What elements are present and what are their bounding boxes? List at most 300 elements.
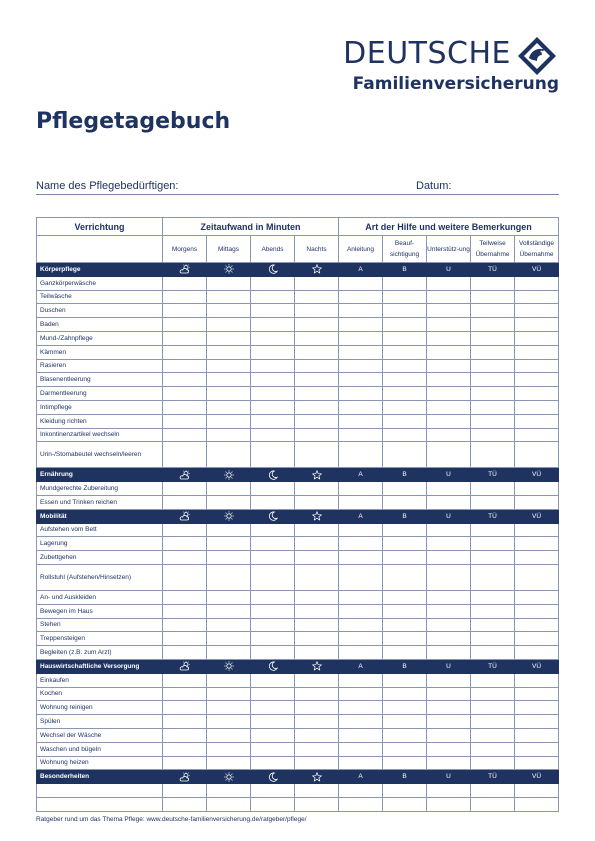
entry-cell[interactable] <box>295 428 339 442</box>
entry-cell[interactable] <box>339 331 383 345</box>
entry-cell[interactable] <box>207 414 251 428</box>
entry-cell[interactable] <box>251 428 295 442</box>
entry-cell[interactable] <box>251 742 295 756</box>
entry-cell[interactable] <box>339 276 383 290</box>
entry-cell[interactable] <box>251 687 295 701</box>
entry-cell[interactable] <box>163 304 207 318</box>
entry-cell[interactable] <box>471 784 515 798</box>
entry-cell[interactable] <box>339 564 383 590</box>
entry-cell[interactable] <box>339 551 383 565</box>
entry-cell[interactable] <box>251 756 295 770</box>
entry-cell[interactable] <box>427 673 471 687</box>
entry-cell[interactable] <box>207 359 251 373</box>
entry-cell[interactable] <box>471 687 515 701</box>
entry-cell[interactable] <box>251 784 295 798</box>
entry-cell[interactable] <box>339 290 383 304</box>
entry-cell[interactable] <box>251 442 295 468</box>
entry-cell[interactable] <box>163 632 207 646</box>
entry-cell[interactable] <box>163 537 207 551</box>
entry-cell[interactable] <box>471 318 515 332</box>
entry-cell[interactable] <box>295 646 339 660</box>
entry-cell[interactable] <box>471 345 515 359</box>
entry-cell[interactable] <box>295 345 339 359</box>
entry-cell[interactable] <box>163 742 207 756</box>
entry-cell[interactable] <box>295 331 339 345</box>
entry-cell[interactable] <box>251 331 295 345</box>
entry-cell[interactable] <box>163 387 207 401</box>
entry-cell[interactable] <box>471 742 515 756</box>
entry-cell[interactable] <box>383 742 427 756</box>
entry-cell[interactable] <box>515 290 559 304</box>
entry-cell[interactable] <box>471 715 515 729</box>
entry-cell[interactable] <box>339 345 383 359</box>
entry-cell[interactable] <box>383 715 427 729</box>
entry-cell[interactable] <box>515 537 559 551</box>
entry-cell[interactable] <box>339 482 383 496</box>
entry-cell[interactable] <box>471 290 515 304</box>
entry-cell[interactable] <box>427 400 471 414</box>
entry-cell[interactable] <box>427 442 471 468</box>
entry-cell[interactable] <box>515 701 559 715</box>
entry-cell[interactable] <box>427 728 471 742</box>
entry-cell[interactable] <box>515 784 559 798</box>
entry-cell[interactable] <box>295 482 339 496</box>
entry-cell[interactable] <box>251 276 295 290</box>
entry-cell[interactable] <box>207 428 251 442</box>
entry-cell[interactable] <box>515 304 559 318</box>
entry-cell[interactable] <box>383 701 427 715</box>
entry-cell[interactable] <box>471 523 515 537</box>
entry-cell[interactable] <box>339 523 383 537</box>
entry-cell[interactable] <box>339 715 383 729</box>
entry-cell[interactable] <box>427 756 471 770</box>
entry-cell[interactable] <box>251 523 295 537</box>
entry-cell[interactable] <box>515 604 559 618</box>
entry-cell[interactable] <box>427 523 471 537</box>
entry-cell[interactable] <box>339 373 383 387</box>
entry-cell[interactable] <box>251 318 295 332</box>
entry-cell[interactable] <box>427 304 471 318</box>
entry-cell[interactable] <box>427 276 471 290</box>
entry-cell[interactable] <box>163 428 207 442</box>
entry-cell[interactable] <box>427 564 471 590</box>
entry-cell[interactable] <box>339 742 383 756</box>
entry-cell[interactable] <box>339 756 383 770</box>
entry-cell[interactable] <box>163 400 207 414</box>
entry-cell[interactable] <box>163 715 207 729</box>
entry-cell[interactable] <box>163 290 207 304</box>
entry-cell[interactable] <box>427 331 471 345</box>
entry-cell[interactable] <box>207 797 251 811</box>
entry-cell[interactable] <box>163 797 207 811</box>
entry-cell[interactable] <box>339 728 383 742</box>
entry-cell[interactable] <box>471 673 515 687</box>
entry-cell[interactable] <box>339 632 383 646</box>
entry-cell[interactable] <box>295 537 339 551</box>
entry-cell[interactable] <box>471 646 515 660</box>
entry-cell[interactable] <box>163 414 207 428</box>
entry-cell[interactable] <box>295 604 339 618</box>
entry-cell[interactable] <box>339 797 383 811</box>
entry-cell[interactable] <box>515 276 559 290</box>
entry-cell[interactable] <box>207 276 251 290</box>
entry-cell[interactable] <box>207 673 251 687</box>
entry-cell[interactable] <box>163 604 207 618</box>
entry-cell[interactable] <box>207 564 251 590</box>
entry-cell[interactable] <box>515 742 559 756</box>
entry-cell[interactable] <box>427 290 471 304</box>
entry-cell[interactable] <box>295 618 339 632</box>
entry-cell[interactable] <box>427 784 471 798</box>
entry-cell[interactable] <box>427 345 471 359</box>
entry-cell[interactable] <box>383 604 427 618</box>
entry-cell[interactable] <box>295 673 339 687</box>
entry-cell[interactable] <box>163 646 207 660</box>
entry-cell[interactable] <box>207 701 251 715</box>
entry-cell[interactable] <box>207 646 251 660</box>
entry-cell[interactable] <box>515 756 559 770</box>
entry-cell[interactable] <box>427 797 471 811</box>
entry-cell[interactable] <box>427 687 471 701</box>
entry-cell[interactable] <box>383 673 427 687</box>
entry-cell[interactable] <box>207 523 251 537</box>
entry-cell[interactable] <box>383 551 427 565</box>
entry-cell[interactable] <box>207 742 251 756</box>
entry-cell[interactable] <box>163 523 207 537</box>
entry-cell[interactable] <box>251 359 295 373</box>
entry-cell[interactable] <box>207 482 251 496</box>
entry-cell[interactable] <box>207 756 251 770</box>
entry-cell[interactable] <box>207 345 251 359</box>
entry-cell[interactable] <box>427 590 471 604</box>
entry-cell[interactable] <box>383 687 427 701</box>
entry-cell[interactable] <box>515 359 559 373</box>
entry-cell[interactable] <box>427 604 471 618</box>
entry-cell[interactable] <box>383 797 427 811</box>
entry-cell[interactable] <box>427 373 471 387</box>
entry-cell[interactable] <box>295 276 339 290</box>
entry-cell[interactable] <box>251 304 295 318</box>
entry-cell[interactable] <box>383 646 427 660</box>
entry-cell[interactable] <box>383 373 427 387</box>
entry-cell[interactable] <box>515 590 559 604</box>
entry-cell[interactable] <box>427 414 471 428</box>
entry-cell[interactable] <box>207 304 251 318</box>
entry-cell[interactable] <box>427 701 471 715</box>
entry-cell[interactable] <box>471 756 515 770</box>
entry-cell[interactable] <box>251 715 295 729</box>
entry-cell[interactable] <box>471 442 515 468</box>
entry-cell[interactable] <box>207 618 251 632</box>
entry-cell[interactable] <box>251 551 295 565</box>
entry-cell[interactable] <box>295 442 339 468</box>
entry-cell[interactable] <box>427 551 471 565</box>
entry-cell[interactable] <box>207 290 251 304</box>
entry-cell[interactable] <box>515 482 559 496</box>
entry-cell[interactable] <box>471 797 515 811</box>
entry-cell[interactable] <box>207 784 251 798</box>
entry-cell[interactable] <box>471 604 515 618</box>
entry-cell[interactable] <box>339 687 383 701</box>
entry-cell[interactable] <box>251 632 295 646</box>
entry-cell[interactable] <box>295 304 339 318</box>
entry-cell[interactable] <box>339 604 383 618</box>
entry-cell[interactable] <box>295 742 339 756</box>
entry-cell[interactable] <box>295 318 339 332</box>
entry-cell[interactable] <box>163 728 207 742</box>
entry-cell[interactable] <box>207 728 251 742</box>
entry-cell[interactable] <box>295 632 339 646</box>
entry-cell[interactable] <box>383 590 427 604</box>
entry-cell[interactable] <box>295 797 339 811</box>
entry-cell[interactable] <box>163 276 207 290</box>
entry-cell[interactable] <box>515 318 559 332</box>
entry-cell[interactable] <box>471 482 515 496</box>
entry-cell[interactable] <box>515 646 559 660</box>
entry-cell[interactable] <box>339 784 383 798</box>
entry-cell[interactable] <box>515 715 559 729</box>
entry-cell[interactable] <box>383 632 427 646</box>
entry-cell[interactable] <box>471 564 515 590</box>
entry-cell[interactable] <box>515 373 559 387</box>
entry-cell[interactable] <box>427 715 471 729</box>
entry-cell[interactable] <box>515 442 559 468</box>
entry-cell[interactable] <box>515 523 559 537</box>
entry-cell[interactable] <box>295 387 339 401</box>
entry-cell[interactable] <box>295 400 339 414</box>
entry-cell[interactable] <box>163 345 207 359</box>
entry-cell[interactable] <box>427 359 471 373</box>
entry-cell[interactable] <box>427 495 471 509</box>
entry-cell[interactable] <box>207 604 251 618</box>
entry-cell[interactable] <box>339 387 383 401</box>
entry-cell[interactable] <box>339 359 383 373</box>
entry-cell[interactable] <box>471 428 515 442</box>
entry-cell[interactable] <box>515 564 559 590</box>
entry-cell[interactable] <box>383 618 427 632</box>
entry-cell[interactable] <box>207 537 251 551</box>
entry-cell[interactable] <box>251 345 295 359</box>
entry-cell[interactable] <box>251 373 295 387</box>
entry-cell[interactable] <box>471 304 515 318</box>
entry-cell[interactable] <box>427 387 471 401</box>
entry-cell[interactable] <box>471 331 515 345</box>
entry-cell[interactable] <box>163 482 207 496</box>
entry-cell[interactable] <box>427 537 471 551</box>
entry-cell[interactable] <box>251 728 295 742</box>
entry-cell[interactable] <box>471 373 515 387</box>
entry-cell[interactable] <box>471 632 515 646</box>
entry-cell[interactable] <box>251 590 295 604</box>
entry-cell[interactable] <box>295 687 339 701</box>
entry-cell[interactable] <box>295 564 339 590</box>
entry-cell[interactable] <box>383 359 427 373</box>
entry-cell[interactable] <box>207 400 251 414</box>
entry-cell[interactable] <box>339 428 383 442</box>
entry-cell[interactable] <box>339 400 383 414</box>
entry-cell[interactable] <box>207 331 251 345</box>
entry-cell[interactable] <box>207 442 251 468</box>
entry-cell[interactable] <box>295 373 339 387</box>
entry-cell[interactable] <box>383 400 427 414</box>
entry-cell[interactable] <box>515 345 559 359</box>
entry-cell[interactable] <box>339 646 383 660</box>
entry-cell[interactable] <box>383 331 427 345</box>
entry-cell[interactable] <box>339 318 383 332</box>
entry-cell[interactable] <box>295 551 339 565</box>
entry-cell[interactable] <box>339 590 383 604</box>
entry-cell[interactable] <box>339 673 383 687</box>
entry-cell[interactable] <box>427 646 471 660</box>
entry-cell[interactable] <box>251 387 295 401</box>
entry-cell[interactable] <box>339 442 383 468</box>
entry-cell[interactable] <box>427 428 471 442</box>
entry-cell[interactable] <box>383 537 427 551</box>
entry-cell[interactable] <box>515 673 559 687</box>
entry-cell[interactable] <box>295 590 339 604</box>
entry-cell[interactable] <box>163 673 207 687</box>
entry-cell[interactable] <box>251 604 295 618</box>
entry-cell[interactable] <box>207 632 251 646</box>
entry-cell[interactable] <box>339 618 383 632</box>
entry-cell[interactable] <box>515 687 559 701</box>
entry-cell[interactable] <box>427 618 471 632</box>
entry-cell[interactable] <box>427 742 471 756</box>
entry-cell[interactable] <box>251 290 295 304</box>
entry-cell[interactable] <box>471 551 515 565</box>
entry-cell[interactable] <box>383 482 427 496</box>
entry-cell[interactable] <box>471 359 515 373</box>
entry-cell[interactable] <box>515 400 559 414</box>
entry-cell[interactable] <box>471 701 515 715</box>
entry-cell[interactable] <box>339 495 383 509</box>
entry-cell[interactable] <box>515 551 559 565</box>
entry-cell[interactable] <box>515 387 559 401</box>
entry-cell[interactable] <box>339 414 383 428</box>
entry-cell[interactable] <box>251 797 295 811</box>
entry-cell[interactable] <box>383 318 427 332</box>
entry-cell[interactable] <box>339 537 383 551</box>
entry-cell[interactable] <box>251 701 295 715</box>
entry-cell[interactable] <box>207 590 251 604</box>
entry-cell[interactable] <box>251 537 295 551</box>
entry-cell[interactable] <box>339 304 383 318</box>
entry-cell[interactable] <box>163 551 207 565</box>
entry-cell[interactable] <box>295 414 339 428</box>
entry-cell[interactable] <box>163 373 207 387</box>
entry-cell[interactable] <box>383 387 427 401</box>
entry-cell[interactable] <box>163 701 207 715</box>
entry-cell[interactable] <box>295 495 339 509</box>
entry-cell[interactable] <box>207 551 251 565</box>
entry-cell[interactable] <box>295 359 339 373</box>
entry-cell[interactable] <box>471 276 515 290</box>
entry-cell[interactable] <box>427 482 471 496</box>
entry-cell[interactable] <box>295 728 339 742</box>
entry-cell[interactable] <box>163 784 207 798</box>
cloud-sun-icon <box>163 263 207 277</box>
entry-cell[interactable] <box>383 756 427 770</box>
entry-cell[interactable] <box>251 414 295 428</box>
entry-cell[interactable] <box>515 495 559 509</box>
entry-cell[interactable] <box>383 414 427 428</box>
entry-cell[interactable] <box>515 632 559 646</box>
entry-cell[interactable] <box>251 673 295 687</box>
entry-cell[interactable] <box>383 304 427 318</box>
entry-cell[interactable] <box>163 442 207 468</box>
activity-label <box>37 784 163 798</box>
entry-cell[interactable] <box>383 276 427 290</box>
entry-cell[interactable] <box>163 590 207 604</box>
entry-cell[interactable] <box>515 618 559 632</box>
entry-cell[interactable] <box>163 618 207 632</box>
entry-cell[interactable] <box>207 373 251 387</box>
entry-cell[interactable] <box>471 495 515 509</box>
entry-cell[interactable] <box>471 400 515 414</box>
entry-cell[interactable] <box>339 701 383 715</box>
entry-cell[interactable] <box>383 564 427 590</box>
entry-cell[interactable] <box>471 618 515 632</box>
entry-cell[interactable] <box>163 564 207 590</box>
entry-cell[interactable] <box>295 523 339 537</box>
entry-cell[interactable] <box>515 414 559 428</box>
entry-cell[interactable] <box>295 756 339 770</box>
entry-cell[interactable] <box>207 687 251 701</box>
entry-cell[interactable] <box>515 728 559 742</box>
entry-cell[interactable] <box>295 290 339 304</box>
entry-cell[interactable] <box>207 715 251 729</box>
entry-cell[interactable] <box>295 784 339 798</box>
entry-cell[interactable] <box>383 495 427 509</box>
entry-cell[interactable] <box>207 387 251 401</box>
entry-cell[interactable] <box>163 359 207 373</box>
entry-cell[interactable] <box>207 318 251 332</box>
entry-cell[interactable] <box>383 442 427 468</box>
entry-cell[interactable] <box>515 331 559 345</box>
entry-cell[interactable] <box>163 318 207 332</box>
entry-cell[interactable] <box>383 728 427 742</box>
entry-cell[interactable] <box>471 387 515 401</box>
entry-cell[interactable] <box>515 797 559 811</box>
entry-cell[interactable] <box>251 400 295 414</box>
entry-cell[interactable] <box>383 428 427 442</box>
entry-cell[interactable] <box>471 414 515 428</box>
entry-cell[interactable] <box>383 523 427 537</box>
entry-cell[interactable] <box>515 428 559 442</box>
entry-cell[interactable] <box>163 756 207 770</box>
entry-cell[interactable] <box>251 646 295 660</box>
entry-cell[interactable] <box>383 345 427 359</box>
entry-cell[interactable] <box>207 495 251 509</box>
entry-cell[interactable] <box>383 290 427 304</box>
entry-cell[interactable] <box>251 495 295 509</box>
entry-cell[interactable] <box>251 618 295 632</box>
entry-cell[interactable] <box>295 701 339 715</box>
entry-cell[interactable] <box>163 495 207 509</box>
entry-cell[interactable] <box>251 564 295 590</box>
entry-cell[interactable] <box>471 728 515 742</box>
entry-cell[interactable] <box>471 590 515 604</box>
entry-cell[interactable] <box>427 318 471 332</box>
entry-cell[interactable] <box>427 632 471 646</box>
table-row <box>37 331 559 345</box>
entry-cell[interactable] <box>163 687 207 701</box>
entry-cell[interactable] <box>471 537 515 551</box>
entry-cell[interactable] <box>295 715 339 729</box>
entry-cell[interactable] <box>251 482 295 496</box>
entry-cell[interactable] <box>163 331 207 345</box>
entry-cell[interactable] <box>383 784 427 798</box>
